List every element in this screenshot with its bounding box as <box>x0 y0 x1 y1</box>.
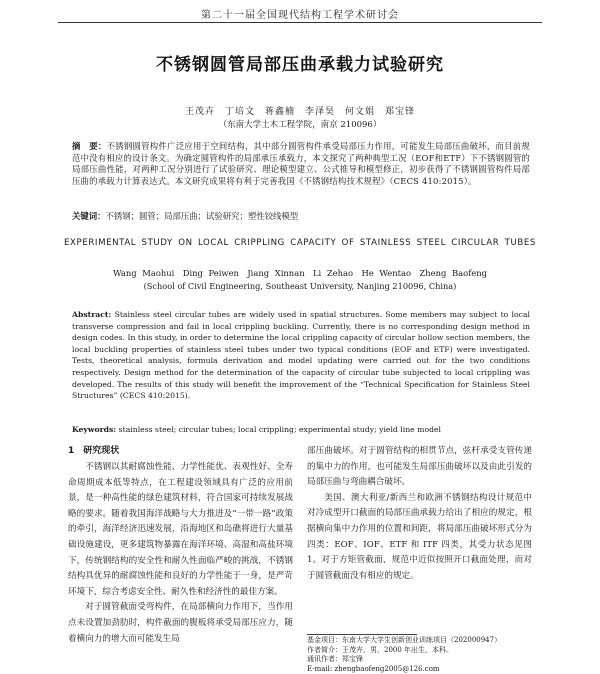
paper-title-cn: 不锈钢圆管局部压曲承载力试验研究 <box>156 55 444 75</box>
abstract-en-label: Abstract: <box>72 310 112 319</box>
footnote-funding: 基金项目：东南大学大学生创新创业训练项目（202000947） <box>307 636 502 644</box>
footnote <box>307 636 532 674</box>
running-head: 第二十一届全国现代结构工程学术研讨会 <box>201 10 399 21</box>
authors-en: Wang Maohui Ding Peiwen Jiang Xinnan Li Zehao He Wentao Zheng Baofeng <box>112 268 488 278</box>
affiliation-cn: （东南大学土木工程学院，南京 210096） <box>218 120 382 130</box>
affiliation-en: (School of Civil Engineering, Southeast University, Nanjing 210096, China) <box>143 281 457 291</box>
keywords-cn <box>72 211 530 222</box>
authors-cn: 王茂卉 丁培文 蒋鑫楠 李泽昊 何文娟 郑宝锋 <box>184 107 415 117</box>
footnote-email: E-mail: zhengbaofeng2005@126.com <box>307 664 440 673</box>
keywords-en-label: Keywords: <box>72 425 117 434</box>
body-paragraph: 部压曲破坏。对于圆管结构的相贯节点，弦杆承受支管传递的集中力的作用，也可能发生局部压曲破坏以及由此引发的局部压曲与弯曲耦合破坏。 <box>307 446 532 488</box>
body-column-left <box>68 444 293 647</box>
section-heading: 1 研究现状 <box>68 446 120 456</box>
header-rule <box>58 22 542 23</box>
body-paragraph: 对于圆管截面受弯构件，在局部横向力作用下，当作用点未设置加劲肋时，构件截面的腹板将承受局部压应力，随着横向力的增大而可能发生局 <box>68 602 293 644</box>
footnote-author-bio: 作者简介：王茂卉，男，2000 年出生，本科。 <box>307 645 454 654</box>
paper-title-en: EXPERIMENTAL STUDY ON LOCAL CRIPPLING CAPACITY OF STAINLESS STEEL CIRCULAR TUBES <box>64 238 536 248</box>
keywords-cn-text: 不锈钢；圆管；局部压曲；试验研究；塑性铰线模型 <box>105 211 299 221</box>
abstract-en <box>72 309 530 402</box>
footnote-rule <box>307 634 417 635</box>
abstract-en-text: Stainless steel circular tubes are widely used in spatial structures. Some members may subject to local transverse compression and fail in local crippling buckling. Currently, there is no corresponding design method in design codes. In this study, in order to determine the local crippling capacity of circular hollow section members, the local buckling properties of stainless steel tubes under two typical conditions (EOF and ETF) were investigated. Tests, theoretical analysis, formula derivation and model updating were carried out for the two conditions respectively. Design method for the determination of the capacity of circular tube subjected to local crippling was developed. The results of this study will benefit the improvement of the “Technical Specification for Stainless Steel Structures” (CECS 410:2015). <box>72 310 530 401</box>
footnote-corresponding: 通讯作者：郑宝锋 <box>307 655 363 664</box>
keywords-en <box>72 424 530 435</box>
body-paragraph: 不锈钢以其耐腐蚀性能、力学性能优、表观性好、全寿命周期成本低等特点，在工程建设领域具有广泛的应用前景，是一种高性能的绿色建筑材料，符合国家可持续发展战略的要求。随着我国海洋战略与大力推进及“一带一路”政策的牵引，海洋经济迅速发展，沿海地区和岛礁将进行大量基础设施建设，更多建筑物暴露在海洋环境、高湿和高盐环境下，传统钢结构的安全性和耐久性面临严峻的挑战，不锈钢结构具优异的耐腐蚀性能和良好的力学性能于一身，是严苛环境下，综合考虑安全性、耐久性和经济性的最佳方案。 <box>68 462 293 597</box>
body-column-right <box>307 444 532 584</box>
body-paragraph: 美国、澳大利亚/新西兰和欧洲不锈钢结构设计规范中对冷成型开口截面的局部压曲承载力给出了相应的规定，根据横向集中力作用的位置和间距，将局部压曲破坏形式分为四类：EOF、IOF、ETF 和 ITF 四类，其受力状态见图 1。对于方矩管截面，规范中近似按照开口截面处理，而对于圆管截面没有相应的规定。 <box>307 492 532 581</box>
abstract-cn-label: 摘 要： <box>72 141 107 151</box>
keywords-en-text: stainless steel; circular tubes; local crippling; experimental study; yield line model <box>116 425 442 434</box>
keywords-cn-label: 关键词： <box>72 211 106 221</box>
abstract-cn <box>72 141 530 187</box>
abstract-cn-text: 不锈钢圆管构件广泛应用于空间结构，其中部分圆管构件承受局部压力作用，可能发生局部压曲破坏，而目前规范中没有相应的设计条文。为确定圆管构件的局部承压承载力，本文探究了两种典型工况（EOF和ETF）下不锈钢圆管的局部压曲性能，对两种工况分别进行了试验研究、理论模型建立、公式推导和模型修正，初步获得了不锈钢圆管构件局部压曲的承载力计算表达式。本文研究成果将有利于完善我国《不锈钢结构技术规程》（CECS 410:2015）。 <box>72 141 530 186</box>
